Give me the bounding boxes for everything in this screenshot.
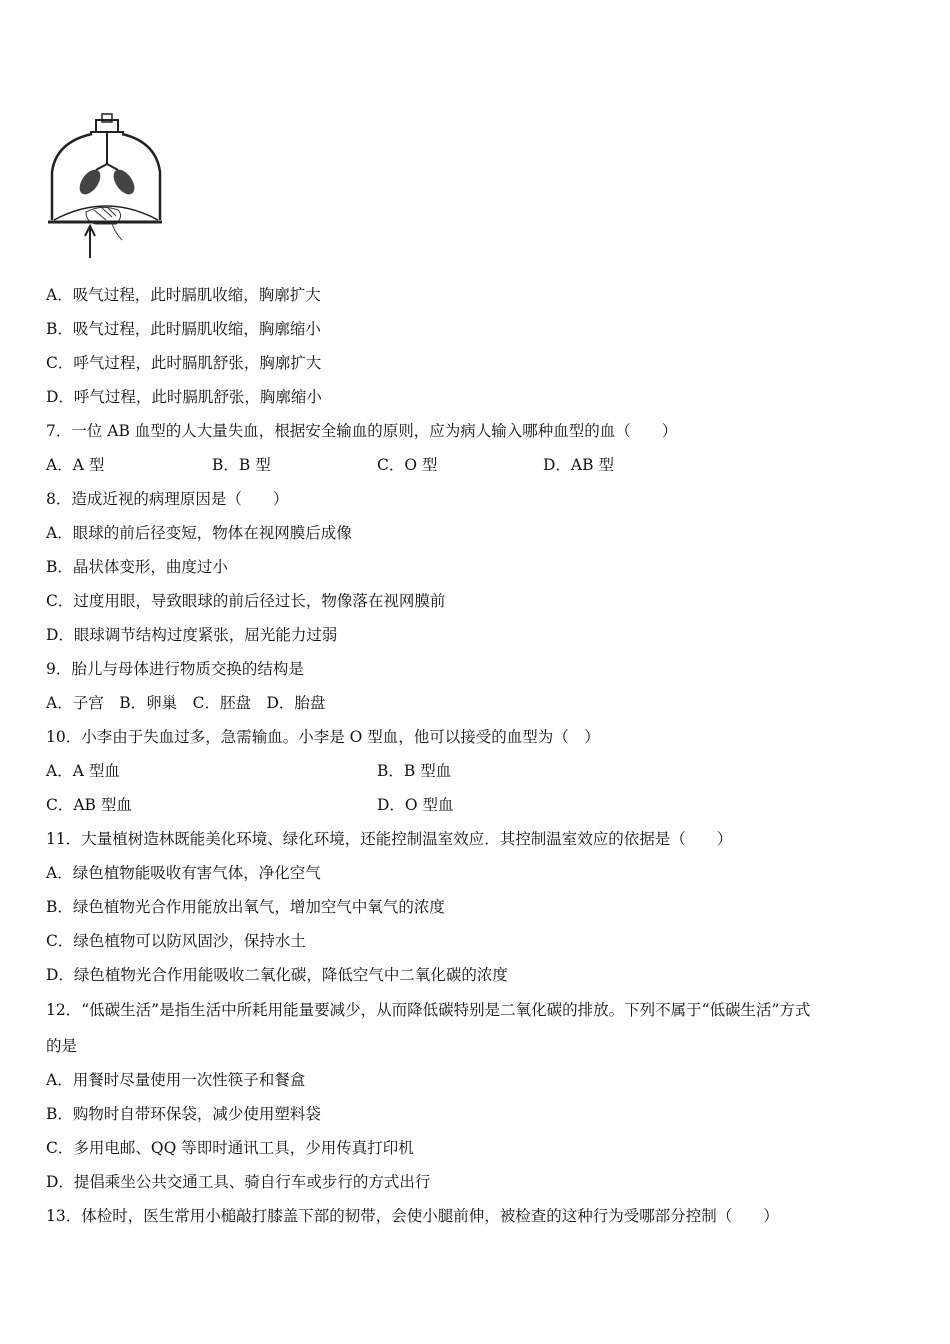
q12-stem-line2: 的是 — [46, 1037, 78, 1055]
q7-option-a: A．A 型 — [46, 456, 105, 474]
q7-stem: 7．一位 AB 血型的人大量失血，根据安全输血的原则，应为病人输入哪种血型的血（ ） — [46, 422, 678, 440]
q10-option-c: C．AB 型血 — [46, 796, 132, 814]
q12-option-b: B．购物时自带环保袋，减少使用塑料袋 — [46, 1105, 321, 1123]
q11-option-a: A．绿色植物能吸收有害气体，净化空气 — [46, 864, 321, 882]
q12-option-a: A．用餐时尽量使用一次性筷子和餐盒 — [46, 1071, 306, 1089]
q8-stem: 8．造成近视的病理原因是（ ） — [46, 490, 289, 508]
q8-option-d: D．眼球调节结构过度紧张，屈光能力过弱 — [46, 626, 338, 644]
q11-option-b: B．绿色植物光合作用能放出氧气，增加空气中氧气的浓度 — [46, 898, 445, 916]
q8-option-b: B．晶状体变形，曲度过小 — [46, 558, 228, 576]
q13-stem: 13．体检时，医生常用小槌敲打膝盖下部的韧带，会使小腿前伸，被检查的这种行为受哪部分控制（ ） — [46, 1207, 779, 1225]
q10-option-d: D．O 型血 — [377, 796, 454, 814]
q6-option-c: C．呼气过程，此时膈肌舒张，胸廓扩大 — [46, 354, 322, 372]
q8-option-c: C．过度用眼，导致眼球的前后径过长，物像落在视网膜前 — [46, 592, 446, 610]
bell-jar-lung-model-figure — [46, 112, 166, 262]
q8-option-a: A．眼球的前后径变短，物体在视网膜后成像 — [46, 524, 352, 542]
q12-stem-line1: 12．“低碳生活”是指生活中所耗用能量要减少，从而降低碳特别是二氧化碳的排放。下列不属于“低碳生活”方式 — [46, 1001, 811, 1019]
q6-option-d: D．呼气过程，此时膈肌舒张，胸廓缩小 — [46, 388, 322, 406]
q10-stem: 10．小李由于失血过多，急需输血。小李是 O 型血，他可以接受的血型为（ ） — [46, 728, 600, 746]
q12-option-d: D．提倡乘坐公共交通工具、骑自行车或步行的方式出行 — [46, 1173, 431, 1191]
q12-option-c: C．多用电邮、QQ 等即时通讯工具，少用传真打印机 — [46, 1139, 414, 1157]
q9-stem: 9．胎儿与母体进行物质交换的结构是 — [46, 660, 304, 678]
q10-option-b: B．B 型血 — [377, 762, 452, 780]
q9-options: A．子宫 B．卵巢 C．胚盘 D．胎盘 — [46, 694, 326, 712]
q7-option-d: D．AB 型 — [543, 456, 614, 474]
q11-option-d: D．绿色植物光合作用能吸收二氧化碳，降低空气中二氧化碳的浓度 — [46, 966, 508, 984]
q11-option-c: C．绿色植物可以防风固沙，保持水土 — [46, 932, 306, 950]
q7-option-b: B．B 型 — [212, 456, 271, 474]
q7-option-c: C．O 型 — [377, 456, 438, 474]
q10-option-a: A．A 型血 — [46, 762, 120, 780]
q6-option-a: A．吸气过程，此时膈肌收缩，胸廓扩大 — [46, 286, 321, 304]
q6-option-b: B．吸气过程，此时膈肌收缩，胸廓缩小 — [46, 320, 321, 338]
q11-stem: 11．大量植树造林既能美化环境、绿化环境，还能控制温室效应．其控制温室效应的依据是（ ） — [46, 830, 733, 848]
